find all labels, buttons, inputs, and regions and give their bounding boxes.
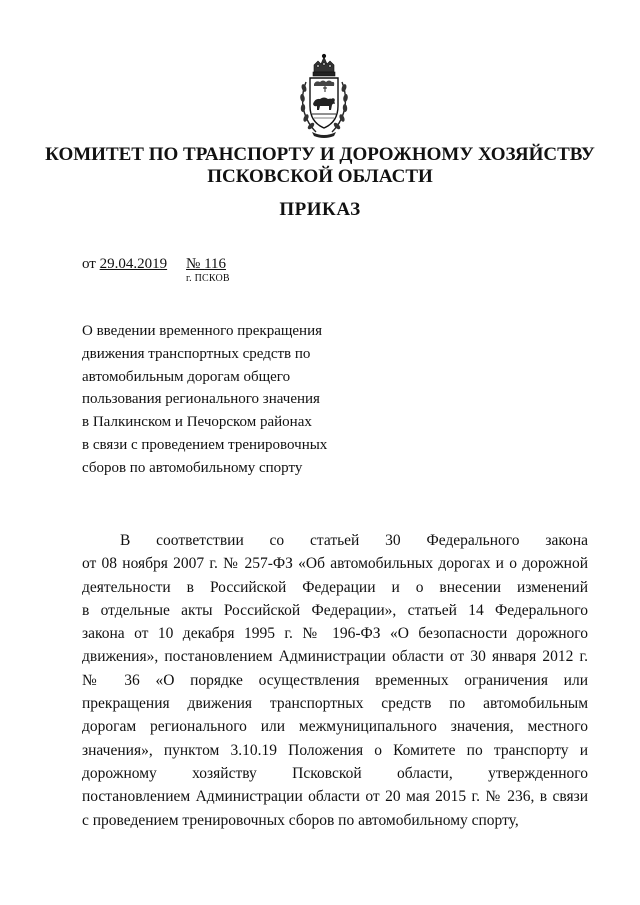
organization-name-line2: ПСКОВСКОЙ ОБЛАСТИ — [207, 166, 433, 187]
subject-line: в Палкинском и Печорском районах — [82, 414, 312, 431]
body-line: деятельности в Российской Федерации и о внесении изменений — [82, 578, 588, 596]
city-label: г. ПСКОВ — [186, 273, 230, 284]
body-line: № 36 «О порядке осуществления временных ограничения или — [82, 671, 588, 689]
body-line: с проведением тренировочных сборов по автомобильному спорту, — [82, 811, 519, 829]
body-line: закона от 10 декабря 1995 г. № 196-ФЗ «О безопасности дорожного — [82, 625, 588, 643]
subject-line: О введении временного прекращения — [82, 323, 323, 339]
body-line: прекращения движения транспортных средств по автомобильным — [82, 695, 588, 713]
body-line: постановлением Администрации области от 20 мая 2015 г. № 236, в связи — [82, 788, 588, 806]
document-type-title: ПРИКАЗ — [279, 199, 361, 220]
body-line: значения», пунктом 3.10.19 Положения о Комитете по транспорту и — [82, 741, 588, 759]
date-prefix: от — [82, 256, 100, 272]
order-body-paragraph — [82, 529, 588, 832]
body-line: в отдельные акты Российской Федерации», статьей 14 Федерального — [82, 601, 588, 619]
subject-line: сборов по автомобильному спорту — [82, 459, 303, 476]
body-line: дорогам регионального или межмуниципального значения, местного — [82, 718, 588, 736]
date-value: 29.04.2019 — [99, 256, 168, 272]
body-line: В соответствии со статьей 30 Федерального закона — [120, 532, 588, 549]
organization-name-line1: КОМИТЕТ ПО ТРАНСПОРТУ И ДОРОЖНОМУ ХОЗЯЙСТВУ — [45, 144, 595, 165]
subject-line: пользования регионального значения — [82, 391, 320, 408]
document-number — [186, 255, 226, 273]
subject-line: в связи с проведением тренировочных — [82, 436, 328, 453]
document-date — [82, 255, 167, 273]
body-line: движения», постановлением Администрации области от 30 января 2012 г. — [82, 648, 588, 666]
subject-line: движения транспортных средств по — [82, 345, 311, 362]
number-prefix: № — [186, 256, 205, 272]
coat-of-arms-emblem — [298, 52, 350, 138]
number-value: 116 — [204, 256, 227, 272]
subject-line: автомобильным дорогам общего — [82, 368, 291, 385]
body-line: от 08 ноября 2007 г. № 257-ФЗ «Об автомобильных дорогах и о дорожной — [82, 555, 588, 573]
body-line: дорожному хозяйству Псковской области, утвержденного — [82, 764, 588, 782]
order-subject — [82, 320, 382, 480]
